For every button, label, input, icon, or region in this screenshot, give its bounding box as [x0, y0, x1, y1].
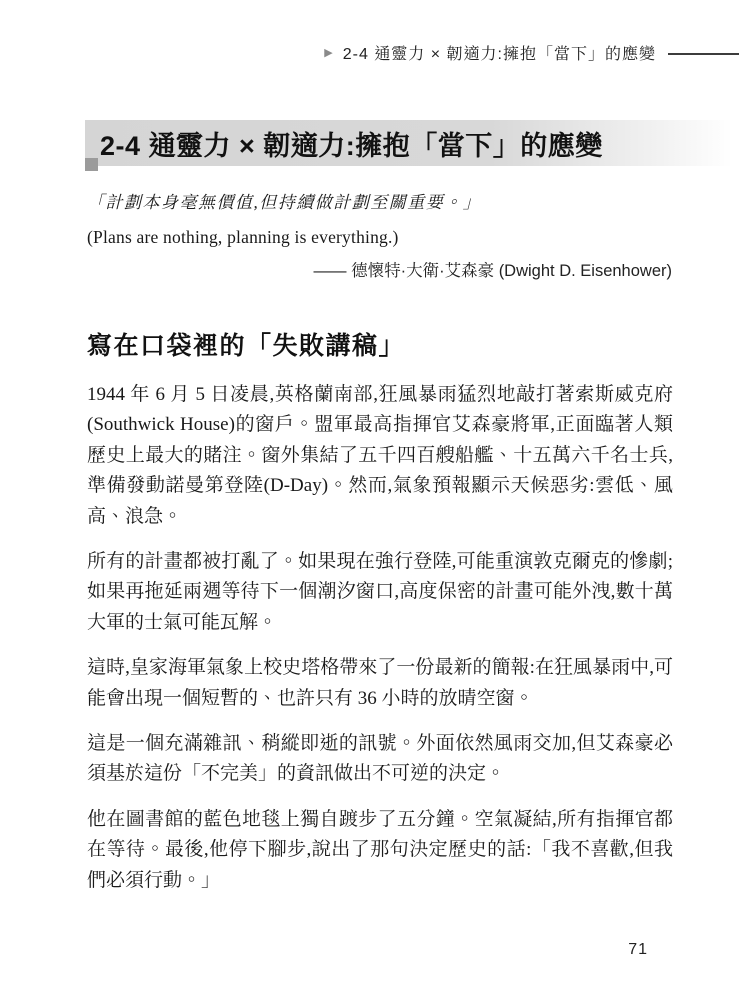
section-title: 2-4 通靈力 × 韌適力:擁抱「當下」的應變 [100, 130, 603, 161]
section-heading: 寫在口袋裡的「失敗講稿」 [87, 333, 406, 360]
paragraph: 這時,皇家海軍氣象上校史塔格帶來了一份最新的簡報:在狂風暴雨中,可能會出現一個短暫的、也許只有 36 小時的放晴空窗。 [87, 657, 673, 709]
section-title-banner [85, 120, 739, 166]
paragraph: 這是一個充滿雜訊、稍縱即逝的訊號。外面依然風雨交加,但艾森豪必須基於這份「不完美」的資訊做出不可逆的決定。 [87, 733, 673, 785]
banner-corner-square [85, 158, 98, 171]
paragraph: 1944 年 6 月 5 日凌晨,英格蘭南部,狂風暴雨猛烈地敲打著索斯威克府(Southwick House)的窗戶。盟軍最高指揮官艾森豪將軍,正面臨著人類歷史上最大的賭注。窗外集結了五千四百艘船艦、十五萬六千名士兵,準備發動諾曼第登陸(D-Day)。然而,氣象預報顯示天候惡劣:雲低、風高、浪急。 [87, 384, 673, 527]
running-header-text: 2-4 通靈力 × 韌適力:擁抱「當下」的應變 [342, 45, 656, 63]
paragraph: 他在圖書館的藍色地毯上獨自踱步了五分鐘。空氣凝結,所有指揮官都在等待。最後,他停下腳步,說出了那句決定歷史的話:「我不喜歡,但我們必須行動。」 [87, 808, 673, 891]
header-rule [668, 53, 739, 55]
epigraph-attribution: —— 德懷特·大衛·艾森豪 (Dwight D. Eisenhower) [313, 262, 672, 280]
epigraph-quote-english: (Plans are nothing, planning is everything.) [87, 227, 399, 247]
right-triangle-icon: ▶ [324, 45, 334, 59]
running-header [0, 40, 739, 64]
epigraph [87, 190, 672, 284]
page-number: 71 [628, 941, 648, 958]
body-text [87, 380, 673, 911]
epigraph-quote-chinese: 「計劃本身毫無價值,但持續做計劃至關重要。」 [87, 193, 482, 212]
paragraph: 所有的計畫都被打亂了。如果現在強行登陸,可能重演敦克爾克的慘劇;如果再拖延兩週等待下一個潮汐窗口,高度保密的計畫可能外洩,數十萬大軍的士氣可能瓦解。 [87, 551, 673, 633]
